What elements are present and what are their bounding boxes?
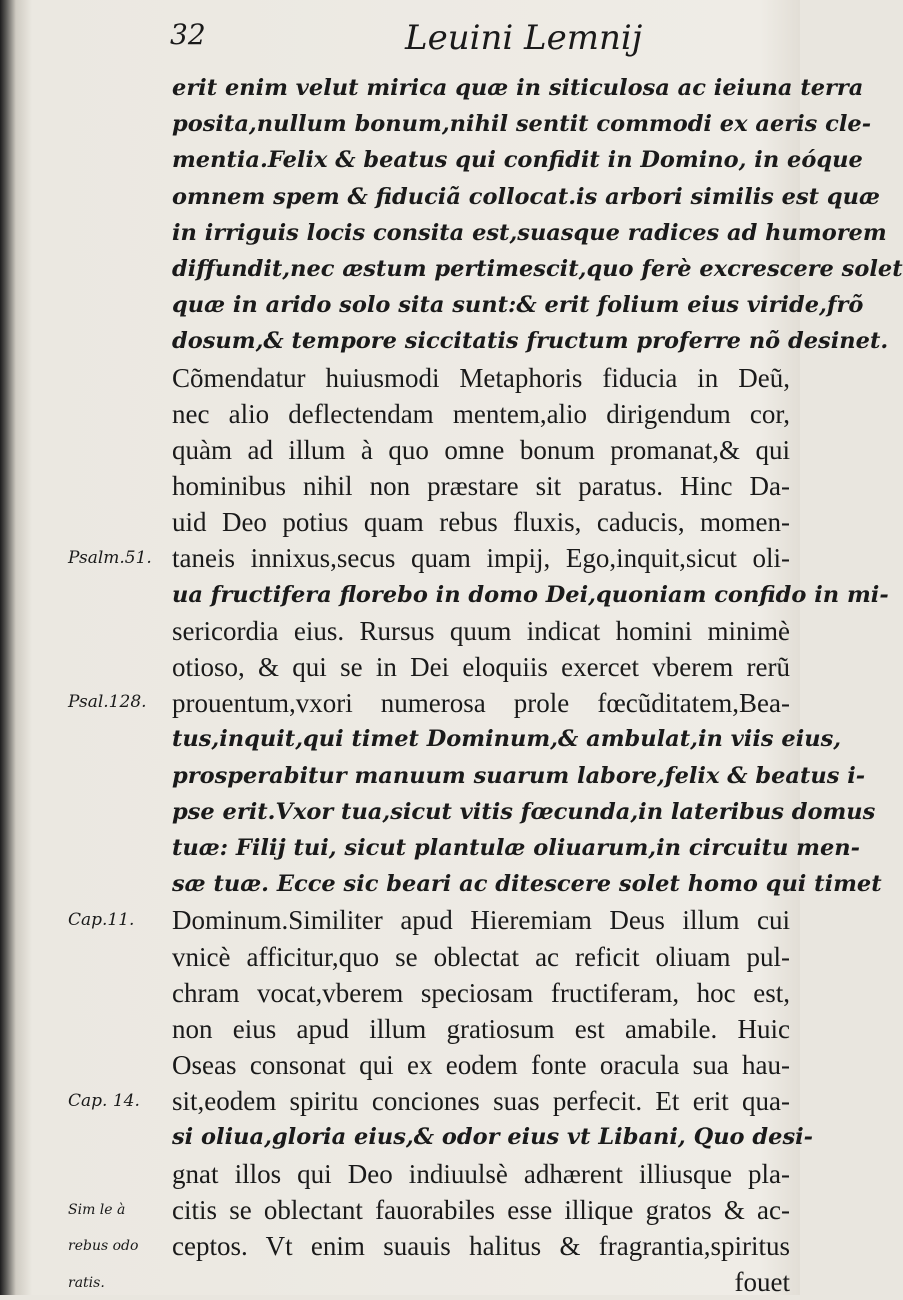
margin-note: rebus odo <box>68 1238 139 1255</box>
text-line: quæ in arido solo sita sunt:& erit folium eius viride,frõ <box>172 292 864 319</box>
text-line: sæ tuæ. Ecce sic beari ac ditescere solet homo qui timet <box>172 871 882 898</box>
text-line: tuæ: Filij tui, sicut plantulæ oliuarum,in circuitu men- <box>172 834 860 861</box>
text-line: ua fructifera florebo in domo Dei,quoniam confido in mi- <box>172 581 889 608</box>
margin-note: Psal.128. <box>68 692 147 713</box>
text-line: tus,inquit,qui timet Dominum,& ambulat,in viis eius, <box>172 726 842 753</box>
page-header <box>170 6 790 66</box>
text-line: erit enim velut mirica quæ in siticulosa ac ieiuna terra <box>172 75 864 101</box>
text-line: vnicè afficitur,quo se oblectat ac reficit oliuam pul- <box>172 941 790 972</box>
text-line: non eius apud illum gratiosum est amabile. Huic <box>172 1013 790 1044</box>
text-line: chram vocat,vberem speciosam fructiferam, hoc est, <box>172 977 790 1008</box>
body-text <box>172 70 903 1300</box>
text-line: hominibus nihil non præstare sit paratus. Hinc Da- <box>172 471 790 502</box>
text-line: sit,eodem spiritu conciones suas perfecit. Et erit qua- <box>172 1086 790 1117</box>
text-line: Cõmendatur huiusmodi Metaphoris fiducia in Deũ, <box>172 362 790 393</box>
text-line: sericordia eius. Rursus quum indicat homini minimè <box>172 615 790 646</box>
text-line: pse erit.Vxor tua,sicut vitis fœcunda,in lateribus domus <box>172 798 876 825</box>
margin-note: Cap.11. <box>68 909 135 930</box>
margin-note: Sim le à <box>68 1202 126 1219</box>
text-line: diffundit,nec æstum pertimescit,quo ferè excrescere solet <box>172 255 903 282</box>
running-head: Leuini Lemnij <box>405 18 643 58</box>
text-line: Dominum.Similiter apud Hieremiam Deus illum cui <box>172 905 790 936</box>
text-line: posita,nullum bonum,nihil sentit commodi ex aeris cle- <box>172 111 872 138</box>
text-line: Oseas consonat qui ex eodem fonte oracula sua hau- <box>172 1050 790 1081</box>
text-line: ceptos. Vt enim suauis halitus & fragrantia,spiritus <box>172 1231 790 1261</box>
text-line: dosum,& tempore siccitatis fructum proferre nõ desinet. <box>172 328 889 355</box>
text-line: quàm ad illum à quo omne bonum promanat,& qui <box>172 434 790 465</box>
text-line: in irriguis locis consita est,suasque radices ad humorem <box>172 219 887 246</box>
text-line: nec alio deflectendam mentem,alio dirigendum cor, <box>172 398 790 429</box>
text-line: gnat illos qui Deo indiuulsè adhærent illiusque pla- <box>172 1158 790 1189</box>
text-line: omnem spem & fiduciã collocat.is arbori similis est quæ <box>172 183 880 210</box>
text-line: prouentum,vxori numerosa prole fœcũditatem,Bea- <box>172 688 790 719</box>
margin-note: Cap. 14. <box>68 1090 140 1111</box>
text-line: taneis innixus,secus quam impij, Ego,inquit,sicut oli- <box>172 543 790 574</box>
text-line: si oliua,gloria eius,& odor eius vt Libani, Quo desi- <box>172 1124 813 1151</box>
page-number: 32 <box>170 18 206 51</box>
text-line: fouet <box>734 1267 790 1298</box>
text-line: prosperabitur manuum suarum labore,felix & beatus i- <box>172 762 866 789</box>
margin-note: Psalm.51. <box>68 547 152 568</box>
text-line: citis se oblectant fauorabiles esse illique gratos & ac- <box>172 1194 790 1225</box>
margin-note: ratis. <box>68 1274 105 1291</box>
text-line: otioso, & qui se in Dei eloquiis exercet vberem rerũ <box>172 652 790 682</box>
text-line: uid Deo potius quam rebus fluxis, caducis, momen- <box>172 507 790 538</box>
text-line: mentia.Felix & beatus qui confidit in Domino, in eóque <box>172 147 863 174</box>
